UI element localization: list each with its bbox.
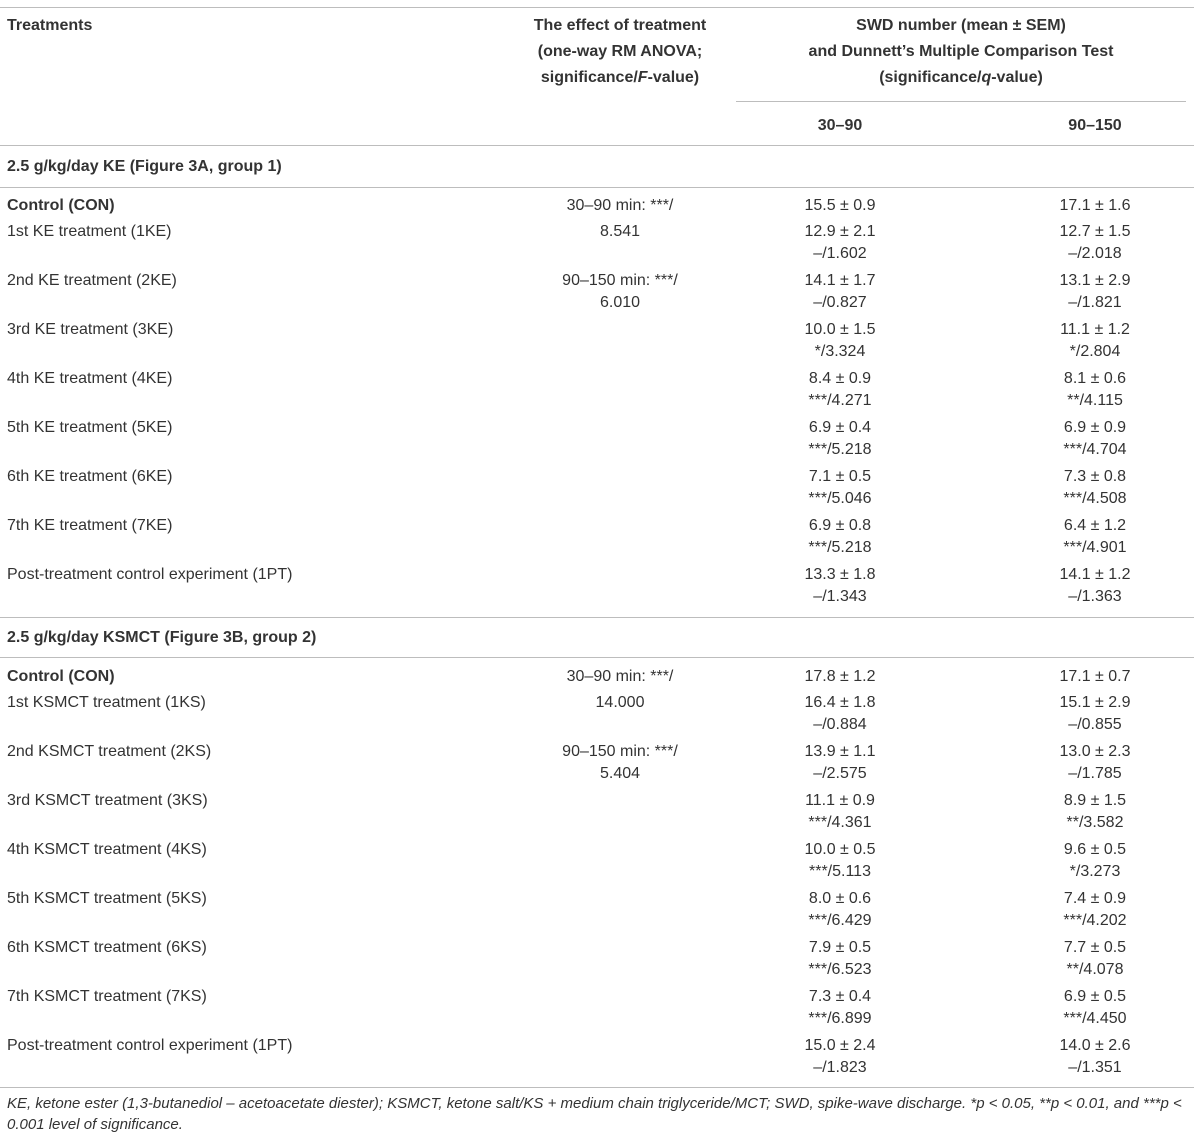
row-mean-90-150: 6.4 ± 1.2 — [1063, 517, 1127, 534]
subheader-30-90: 30–90 — [817, 117, 863, 134]
row-q-90-150: –/1.785 — [1068, 765, 1122, 782]
row-mean-30-90: 10.0 ± 1.5 — [804, 321, 876, 338]
group-end-rule — [0, 617, 1194, 618]
row-mean-90-150: 6.9 ± 0.9 — [1063, 419, 1127, 436]
row-mean-30-90: 11.1 ± 0.9 — [805, 792, 875, 809]
row-treatment-name: 7th KE treatment (7KE) — [7, 517, 173, 534]
row-q-30-90: ***/6.899 — [808, 1010, 872, 1027]
row-treatment-name: Control (CON) — [7, 197, 115, 214]
row-treatment-name: 4th KE treatment (4KE) — [7, 370, 173, 387]
header-swd-line-3: (significance/q-value) — [879, 69, 1043, 86]
row-mean-30-90: 13.9 ± 1.1 — [804, 743, 876, 760]
row-mean-30-90: 6.9 ± 0.8 — [808, 517, 872, 534]
row-treatment-name: 1st KE treatment (1KE) — [7, 223, 172, 240]
header-swd-line-1: SWD number (mean ± SEM) — [856, 17, 1066, 34]
row-q-30-90: ***/5.218 — [808, 441, 872, 458]
row-mean-30-90: 14.1 ± 1.7 — [804, 272, 876, 289]
row-mean-90-150: 8.9 ± 1.5 — [1063, 792, 1127, 809]
row-mean-30-90: 13.3 ± 1.8 — [804, 566, 876, 583]
row-mean-90-150: 17.1 ± 1.6 — [1059, 197, 1131, 214]
row-mean-90-150: 12.7 ± 1.5 — [1059, 223, 1131, 240]
row-q-30-90: ***/6.429 — [808, 912, 872, 929]
row-mean-30-90: 16.4 ± 1.8 — [804, 694, 876, 711]
row-mean-30-90: 7.9 ± 0.5 — [808, 939, 872, 956]
row-q-90-150: */2.804 — [1069, 343, 1121, 360]
row-treatment-name: 5th KE treatment (5KE) — [7, 419, 173, 436]
row-mean-30-90: 17.8 ± 1.2 — [804, 668, 876, 685]
row-mean-90-150: 8.1 ± 0.6 — [1063, 370, 1127, 387]
row-q-90-150: **/4.115 — [1067, 392, 1123, 409]
row-q-30-90: */3.324 — [814, 343, 866, 360]
row-q-90-150: ***/4.901 — [1063, 539, 1127, 556]
anova-30-90-label: 30–90 min: ***/ — [566, 668, 674, 685]
anova-90-150-label: 90–150 min: ***/ — [562, 272, 678, 289]
row-mean-30-90: 8.0 ± 0.6 — [808, 890, 872, 907]
row-q-90-150: –/2.018 — [1068, 245, 1122, 262]
row-q-30-90: –/1.602 — [813, 245, 867, 262]
row-q-30-90: –/0.884 — [813, 716, 867, 733]
row-treatment-name: 2nd KE treatment (2KE) — [7, 272, 177, 289]
row-q-30-90: ***/5.218 — [808, 539, 872, 556]
row-mean-90-150: 11.1 ± 1.2 — [1060, 321, 1130, 338]
row-q-30-90: –/0.827 — [813, 294, 867, 311]
row-q-90-150: –/1.351 — [1068, 1059, 1122, 1076]
row-q-30-90: ***/4.361 — [808, 814, 872, 831]
row-treatment-name: Control (CON) — [7, 668, 115, 685]
row-treatment-name: 5th KSMCT treatment (5KS) — [7, 890, 207, 907]
header-bottom-rule — [0, 145, 1194, 146]
row-treatment-name: 6th KE treatment (6KE) — [7, 468, 173, 485]
row-q-90-150: **/4.078 — [1066, 961, 1124, 978]
anova-90-150-value: 5.404 — [599, 765, 641, 782]
row-q-30-90: ***/5.046 — [808, 490, 872, 507]
top-rule — [0, 7, 1194, 8]
row-q-90-150: ***/4.450 — [1063, 1010, 1127, 1027]
anova-30-90-value: 8.541 — [599, 223, 641, 240]
row-q-90-150: ***/4.508 — [1063, 490, 1127, 507]
row-treatment-name: 3rd KSMCT treatment (3KS) — [7, 792, 208, 809]
row-treatment-name: 1st KSMCT treatment (1KS) — [7, 694, 206, 711]
group-title-rule — [0, 187, 1194, 188]
sub-header-rule — [736, 101, 1186, 102]
row-mean-90-150: 13.1 ± 2.9 — [1059, 272, 1131, 289]
row-mean-90-150: 13.0 ± 2.3 — [1059, 743, 1131, 760]
group-title-rule — [0, 657, 1194, 658]
header-effect-line-3 — [470, 67, 770, 89]
row-q-90-150: ***/4.202 — [1063, 912, 1127, 929]
row-mean-90-150: 14.0 ± 2.6 — [1059, 1037, 1131, 1054]
row-mean-30-90: 12.9 ± 2.1 — [804, 223, 876, 240]
row-q-90-150: –/1.821 — [1068, 294, 1122, 311]
header-effect-line-2: (one-way RM ANOVA; — [537, 43, 703, 60]
subheader-90-150: 90–150 — [1068, 117, 1122, 134]
anova-30-90-value: 14.000 — [595, 694, 645, 711]
row-q-90-150: –/1.363 — [1068, 588, 1122, 605]
row-treatment-name: 3rd KE treatment (3KE) — [7, 321, 174, 338]
row-mean-30-90: 7.1 ± 0.5 — [808, 468, 872, 485]
row-mean-90-150: 17.1 ± 0.7 — [1059, 668, 1131, 685]
row-q-30-90: –/1.823 — [813, 1059, 867, 1076]
row-q-30-90: ***/6.523 — [808, 961, 872, 978]
group-title: 2.5 g/kg/day KE (Figure 3A, group 1) — [7, 158, 282, 175]
footnote: KE, ketone ester (1,3-butanediol – acetoacetate diester); KSMCT, ketone salt/KS + medium chain triglyceride/MCT; SWD, spike-wave discharge. *p < 0.05, **p < 0.01, and ***p < 0.001 level of significance. — [7, 1095, 1182, 1133]
header-treatments: Treatments — [7, 17, 93, 34]
header-effect-line-1: The effect of treatment — [533, 17, 707, 34]
row-treatment-name: Post-treatment control experiment (1PT) — [7, 566, 293, 583]
row-mean-90-150: 14.1 ± 1.2 — [1059, 566, 1131, 583]
row-q-30-90: –/1.343 — [813, 588, 867, 605]
anova-90-150-label: 90–150 min: ***/ — [562, 743, 678, 760]
row-mean-90-150: 7.4 ± 0.9 — [1063, 890, 1127, 907]
row-mean-30-90: 15.5 ± 0.9 — [804, 197, 876, 214]
row-mean-90-150: 9.6 ± 0.5 — [1063, 841, 1127, 858]
anova-90-150-value: 6.010 — [599, 294, 641, 311]
row-q-30-90: ***/5.113 — [809, 863, 871, 880]
row-mean-90-150: 6.9 ± 0.5 — [1063, 988, 1127, 1005]
row-q-90-150: */3.273 — [1069, 863, 1121, 880]
row-treatment-name: 7th KSMCT treatment (7KS) — [7, 988, 207, 1005]
row-q-90-150: –/0.855 — [1068, 716, 1122, 733]
row-treatment-name: 4th KSMCT treatment (4KS) — [7, 841, 207, 858]
row-mean-30-90: 8.4 ± 0.9 — [808, 370, 872, 387]
row-q-30-90: ***/4.271 — [808, 392, 872, 409]
row-mean-30-90: 10.0 ± 0.5 — [804, 841, 876, 858]
row-mean-90-150: 7.7 ± 0.5 — [1063, 939, 1127, 956]
row-mean-30-90: 7.3 ± 0.4 — [808, 988, 872, 1005]
row-q-90-150: **/3.582 — [1066, 814, 1124, 831]
header-effect-line-3-text: significance/F-value) — [540, 69, 700, 86]
anova-30-90-label: 30–90 min: ***/ — [566, 197, 674, 214]
row-treatment-name: 2nd KSMCT treatment (2KS) — [7, 743, 212, 760]
row-treatment-name: 6th KSMCT treatment (6KS) — [7, 939, 207, 956]
group-title: 2.5 g/kg/day KSMCT (Figure 3B, group 2) — [7, 629, 317, 646]
row-mean-90-150: 15.1 ± 2.9 — [1059, 694, 1131, 711]
header-swd-line-2: and Dunnett’s Multiple Comparison Test — [808, 43, 1114, 60]
row-mean-30-90: 15.0 ± 2.4 — [804, 1037, 876, 1054]
row-mean-30-90: 6.9 ± 0.4 — [808, 419, 872, 436]
row-mean-90-150: 7.3 ± 0.8 — [1063, 468, 1127, 485]
row-q-90-150: ***/4.704 — [1063, 441, 1127, 458]
table-bottom-rule — [0, 1087, 1194, 1088]
row-treatment-name: Post-treatment control experiment (1PT) — [7, 1037, 293, 1054]
row-q-30-90: –/2.575 — [813, 765, 867, 782]
